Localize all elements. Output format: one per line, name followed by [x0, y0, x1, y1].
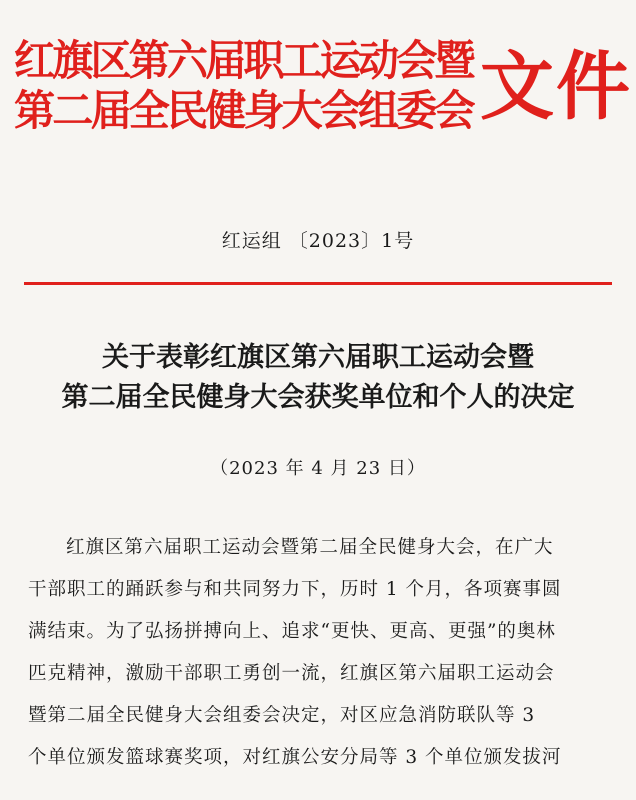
- org-name-line-1: 红旗区第六届职工运动会暨: [14, 36, 473, 85]
- body-line: 红旗区第六届职工运动会暨第二届全民健身大会，在广大: [66, 537, 554, 558]
- letterhead: [14, 36, 632, 156]
- document-title: [0, 338, 636, 418]
- body-line: 干部职工的踊跃参与和共同努力下，历时 1 个月，各项赛事圆: [28, 579, 562, 600]
- title-line-2: 第二届全民健身大会获奖单位和个人的决定: [61, 382, 575, 413]
- body-line: 匹克精神，激励干部职工勇创一流，红旗区第六届职工运动会: [28, 663, 555, 684]
- body-line: 个单位颁发篮球赛奖项，对红旗公安分局等 3 个单位颁发拔河: [28, 747, 562, 768]
- body-paragraph: [28, 527, 613, 779]
- red-divider-line: [24, 282, 612, 285]
- document-date: （2023 年 4 月 23 日）: [210, 458, 426, 479]
- body-line: 暨第二届全民健身大会组委会决定，对区应急消防联队等 3: [28, 705, 536, 726]
- issuing-organization: [14, 36, 473, 136]
- org-name-line-2: 第二届全民健身大会组委会: [14, 86, 473, 135]
- body-line: 满结束。为了弘扬拼搏向上、追求“更快、更高、更强”的奥林: [28, 621, 556, 642]
- document-number: 红运组 〔2023〕1号: [221, 230, 415, 252]
- title-line-1: 关于表彰红旗区第六届职工运动会暨: [102, 342, 534, 373]
- document-word: 文件: [480, 44, 632, 130]
